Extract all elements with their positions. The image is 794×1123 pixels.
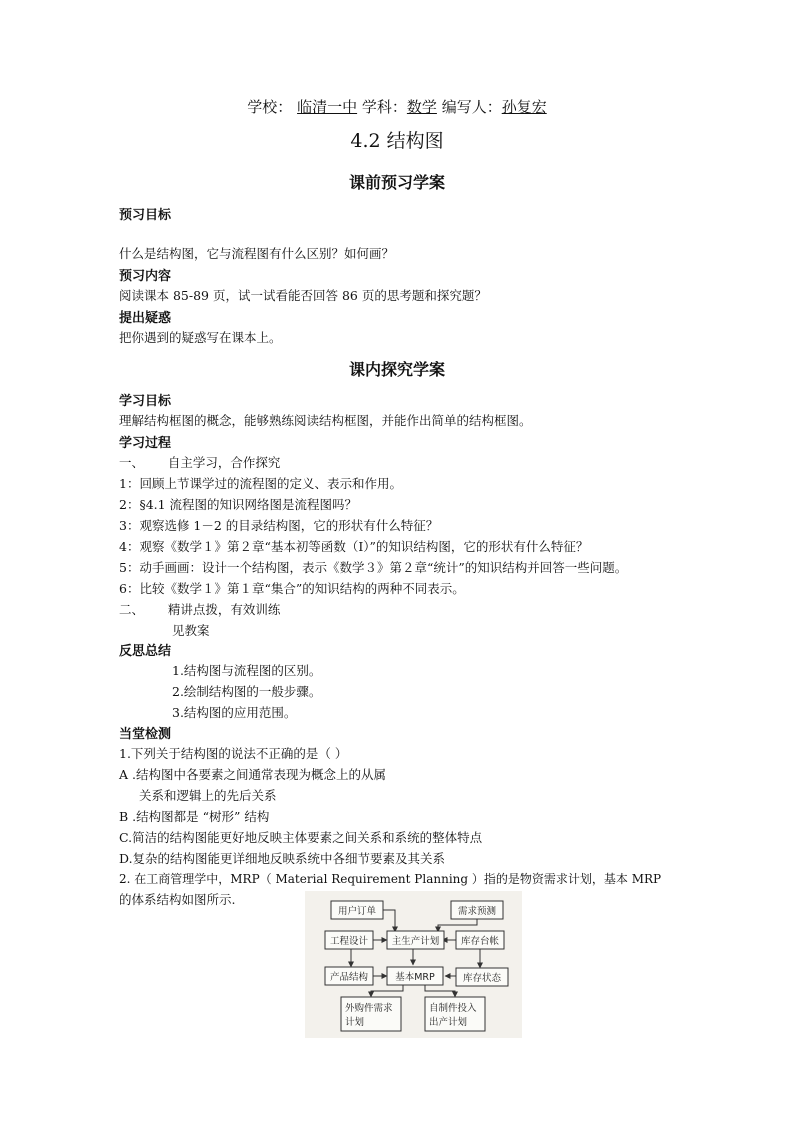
box-label: 产品结构 [329, 972, 369, 983]
part-two-heading: 二、 精讲点拨，有效训练 [119, 602, 281, 617]
header-line [0, 96, 794, 117]
subject-name: 数学 [406, 98, 437, 116]
box-label: 需求预测 [457, 906, 497, 917]
inclass-section-heading: 课内探究学案 [348, 360, 445, 379]
list-item: 6：比较《数学１》第１章“集合”的知识结构的两种不同表示。 [119, 581, 465, 596]
reflect-item: 2.绘制结构图的一般步骤。 [172, 684, 322, 699]
question-two-line1: 2. 在工商管理学中，MRP（ Material Requirement Planning ）指的是物资需求计划，基本 MRP [119, 872, 662, 886]
pre-goal-label: 预习目标 [119, 208, 172, 223]
box-self-made-plan [425, 997, 485, 1031]
page-title: 4.2 结构图 [350, 130, 444, 152]
option-a-line1: A .结构图中各要素之间通常表现为概念上的从属 [119, 767, 386, 782]
question-one: 1.下列关于结构图的说法不正确的是（ ） [119, 746, 348, 761]
pre-content-text: 阅读课本 85-89 页，试一试看能否回答 86 页的思考题和探究题？ [119, 288, 487, 303]
box-label: 主生产计划 [391, 936, 440, 947]
pre-goal-text: 什么是结构图，它与流程图有什么区别？如何画？ [119, 246, 395, 261]
box-label: 自制件投入 [429, 1003, 477, 1014]
box-demand-forecast [451, 901, 503, 919]
author-label: 编写人： [441, 98, 502, 116]
question-two-line2: 的体系结构如图所示. [119, 892, 236, 907]
option-c: C.简洁的结构图能更好地反映主体要素之间关系和系统的整体特点 [119, 830, 483, 845]
box-label: 外购件需求 [345, 1003, 393, 1014]
test-label: 当堂检测 [119, 727, 172, 742]
option-d: D.复杂的结构图能更详细地反映系统中各细节要素及其关系 [119, 851, 446, 866]
pre-section-heading: 课前预习学案 [348, 173, 445, 192]
box-label: 计划 [345, 1017, 365, 1028]
pre-question-label: 提出疑惑 [119, 311, 172, 326]
list-item: 4：观察《数学１》第２章“基本初等函数（I）”的知识结构图，它的形状有什么特征？ [119, 539, 589, 554]
school-label: 学校： [247, 98, 293, 116]
subject-label: 学科： [361, 98, 407, 116]
box-basic-mrp [387, 967, 443, 985]
list-item: 3：观察选修 1－2 的目录结构图，它的形状有什么特征？ [119, 518, 439, 533]
process-label: 学习过程 [119, 436, 172, 451]
pre-content-label: 预习内容 [119, 269, 172, 284]
school-name: 临清一中 [297, 98, 358, 116]
box-label: 出产计划 [429, 1017, 468, 1028]
part-one-heading: 一、 自主学习，合作探究 [119, 455, 281, 470]
box-label: 库存状态 [462, 973, 502, 984]
mrp-structure-diagram [305, 891, 522, 1038]
list-item: 5：动手画画：设计一个结构图，表示《数学３》第２章“统计”的知识结构并回答一些问题。 [119, 560, 628, 575]
part-two-note: 见教案 [172, 623, 210, 638]
box-product-structure [325, 967, 373, 985]
reflect-item: 1.结构图与流程图的区别。 [172, 663, 322, 678]
box-label: 基本MRP [395, 972, 435, 983]
option-a-line2: 关系和逻辑上的先后关系 [139, 788, 277, 803]
box-master-plan [387, 931, 444, 949]
author-name: 孙复宏 [501, 98, 547, 116]
box-inventory-status [456, 968, 508, 986]
box-inventory-ledger [456, 931, 504, 949]
inclass-goal-label: 学习目标 [119, 394, 172, 409]
list-item: 2：§4.1 流程图的知识网络图是流程图吗？ [119, 497, 358, 512]
pre-question-text: 把你遇到的疑惑写在课本上。 [119, 330, 282, 345]
option-b: B .结构图都是 “树形” 结构 [119, 809, 270, 824]
box-engineering-design [325, 931, 373, 949]
box-label: 工程设计 [329, 936, 369, 947]
box-label: 库存台帐 [460, 936, 500, 947]
box-purchase-plan [341, 997, 401, 1031]
box-user-order [331, 901, 383, 919]
box-label: 用户订单 [337, 906, 377, 917]
list-item: 1：回顾上节课学过的流程图的定义、表示和作用。 [119, 476, 402, 491]
inclass-goal-text: 理解结构框图的概念，能够熟练阅读结构框图，并能作出简单的结构框图。 [119, 413, 532, 428]
reflect-label: 反思总结 [119, 644, 172, 659]
reflect-item: 3.结构图的应用范围。 [172, 705, 297, 720]
